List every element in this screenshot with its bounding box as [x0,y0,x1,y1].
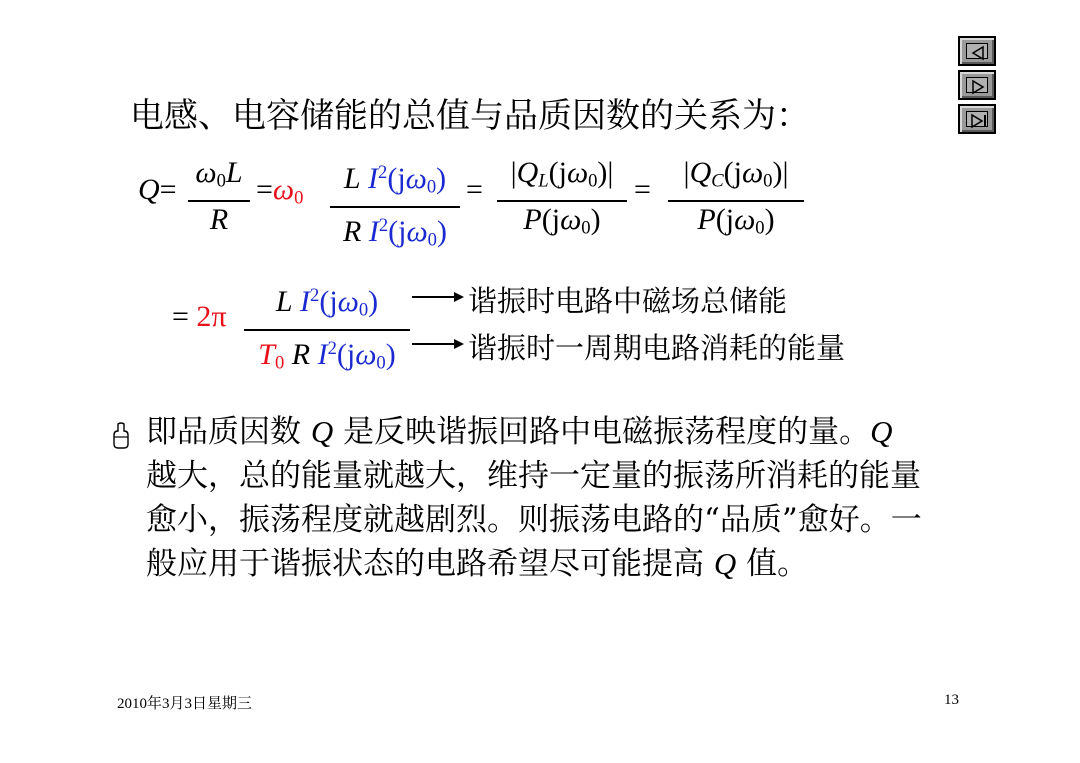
fraction-energy-ratio: L $I^2(j\omega_0)$ R $I^2(j\omega_0)$ [330,155,460,259]
footer-date: 2010年3月3日星期三 [117,696,253,712]
fraction-QL-over-P: $|Q_L(j\omega_0)|$ $P(j\omega_0)$ [497,155,627,246]
triangle-right-icon [960,72,998,102]
last-slide-button[interactable] [958,104,996,134]
slide-title: 电感、电容储能的总值与品质因数的关系为： [130,96,810,136]
fraction-omega-L-over-R: $\omega_0L$ R [188,155,250,238]
annotation-consumed-energy: 谐振时一周期电路消耗的能量 [468,331,846,365]
eq-sign-2: = [466,173,483,206]
triangle-left-icon [960,38,998,68]
annotation-stored-energy: 谐振时电路中磁场总储能 [468,284,788,318]
eq-sign-1: $=\omega_0$ [256,173,304,209]
fraction-two-pi-energy: L $I^2(j\omega_0)$ $T_0$ R $I^2(j\omega_0)$ [244,278,410,382]
fraction-QC-over-P: $|Q_C(j\omega_0)|$ $P(j\omega_0)$ [668,155,804,246]
eq-two-pi: = 2π [172,300,227,333]
eq-sign-3: = [634,173,651,206]
next-slide-button[interactable] [958,70,996,100]
annotation-arrows [410,286,466,356]
skip-end-icon [960,106,998,136]
hand-point-icon [112,422,130,450]
eq-lhs: Q= [138,173,177,206]
body-paragraph: 即品质因数 Q 是反映谐振回路中电磁振荡程度的量。Q 越大，总的能量就越大，维持一定量的振荡所消耗的能量愈小，振荡程度就越剧烈。则振荡电路的“品质”愈好。一般应用于谐振状态的电路希望尽可能提高 Q 值。 [146,414,922,582]
page-number: 13 [944,692,959,708]
prev-slide-button[interactable] [958,36,996,66]
